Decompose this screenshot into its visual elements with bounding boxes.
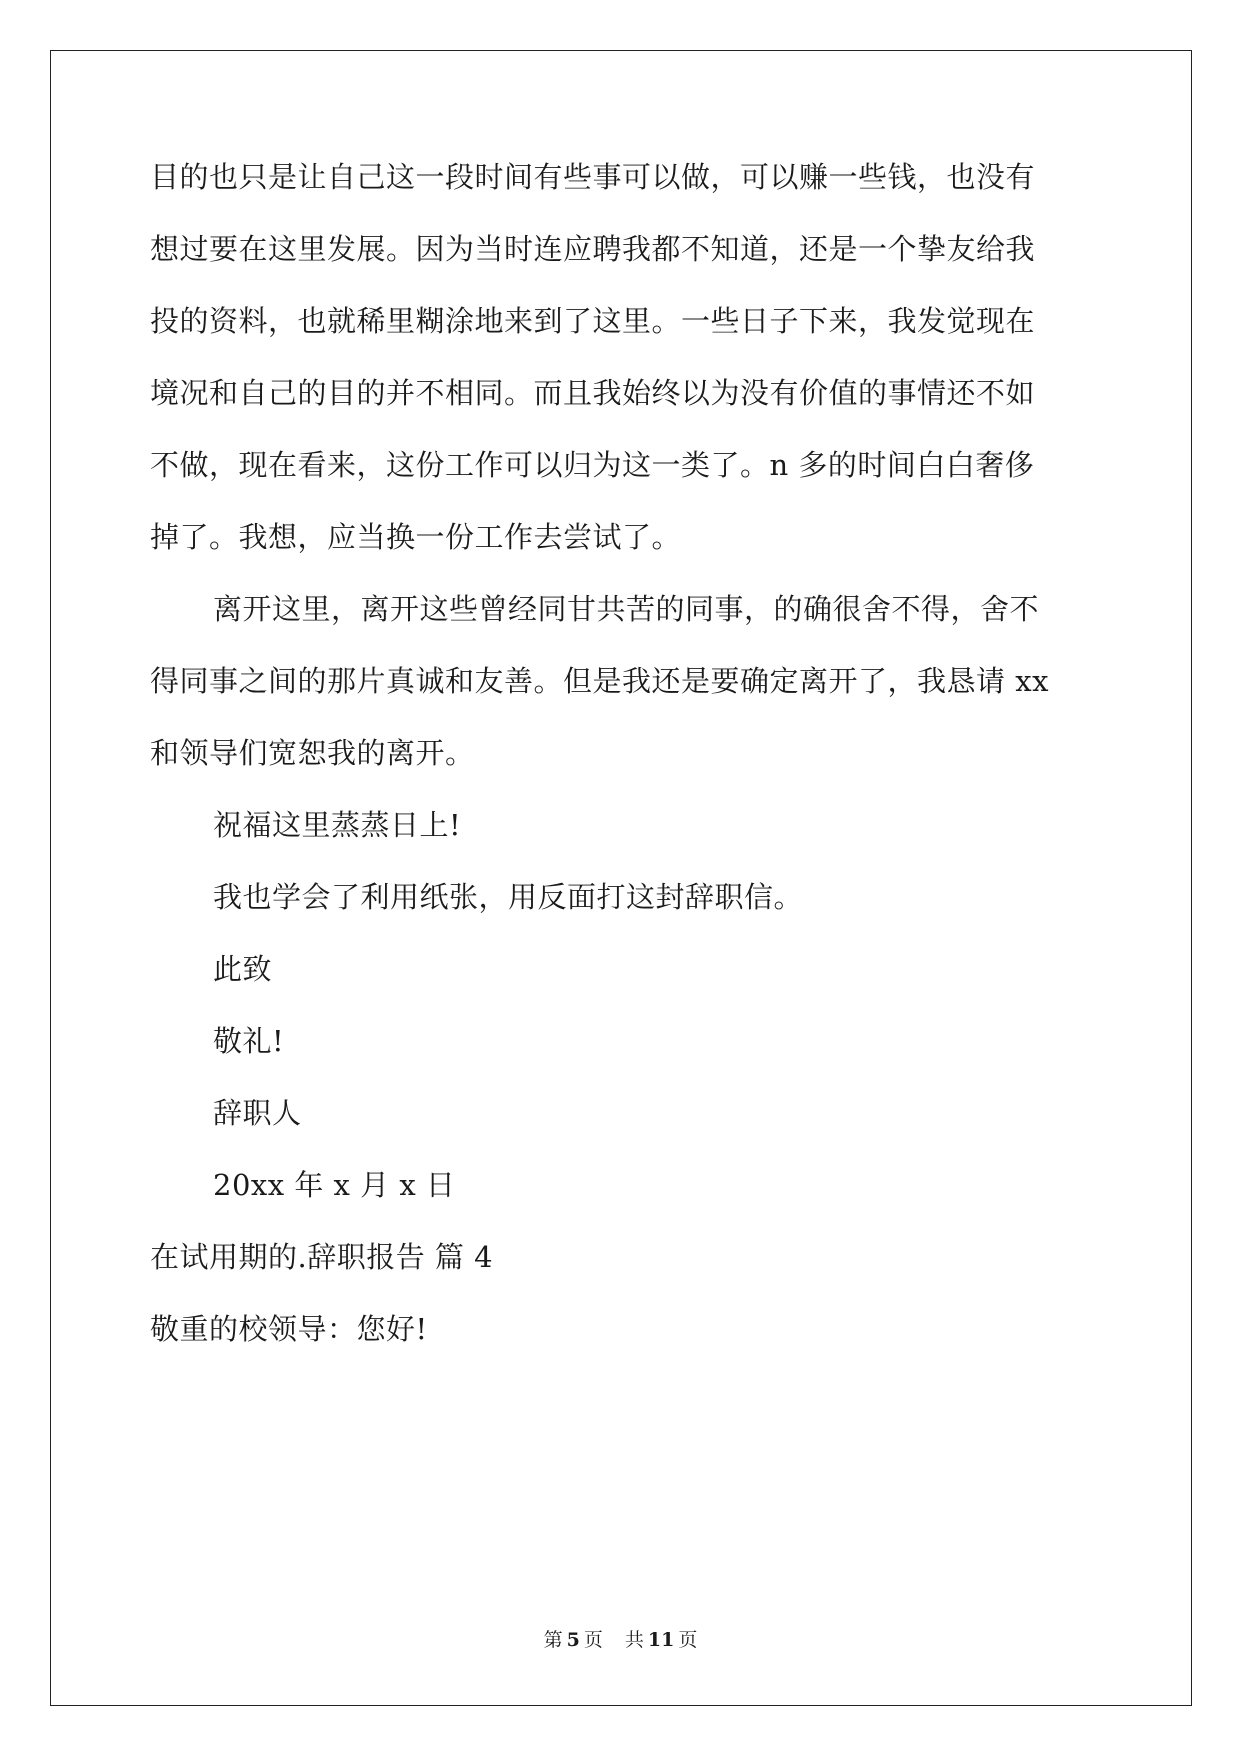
blessing-line: 祝福这里蒸蒸日上! [213,808,462,842]
total-number: 11 [647,1629,675,1651]
total-unit: 页 [678,1629,698,1651]
body-line-9: 和领导们宽恕我的离开。 [150,736,475,770]
page-unit: 页 [583,1629,603,1651]
body-line-6: 掉了。我想，应当换一份工作去尝试了。 [150,520,682,554]
body-line-1: 目的也只是让自己这一段时间有些事可以做，可以赚一些钱，也没有 [150,160,1036,194]
page-footer [0,1625,1241,1652]
body-line-7: 离开这里，离开这些曾经同甘共苦的同事，的确很舍不得，舍不 [213,592,1040,626]
body-line-8: 得同事之间的那片真诚和友善。但是我还是要确定离开了，我恳请 xx [150,664,1049,698]
paper-note-line: 我也学会了利用纸张，用反面打这封辞职信。 [213,880,804,914]
total-label: 共 [624,1629,644,1651]
page-indicator [540,1629,607,1651]
signature-label: 辞职人 [213,1096,302,1130]
salutation-cizhi: 此致 [213,952,273,986]
greeting-line: 敬重的校领导：您好! [150,1312,428,1346]
body-line-5: 不做，现在看来，这份工作可以归为这一类了。n 多的时间白白奢侈 [150,448,1035,482]
body-line-4: 境况和自己的目的并不相同。而且我始终以为没有价值的事情还不如 [150,376,1036,410]
body-line-2: 想过要在这里发展。因为当时连应聘我都不知道，还是一个挚友给我 [150,232,1036,266]
salutation-jingli: 敬礼! [213,1024,285,1058]
page-label: 第 [543,1629,563,1651]
date-line: 20xx 年 x 月 x 日 [213,1168,456,1202]
page-number: 5 [566,1629,580,1651]
total-indicator [621,1629,701,1651]
section-heading: 在试用期的.辞职报告 篇 4 [150,1240,494,1274]
body-line-3: 投的资料，也就稀里糊涂地来到了这里。一些日子下来，我发觉现在 [150,304,1036,338]
